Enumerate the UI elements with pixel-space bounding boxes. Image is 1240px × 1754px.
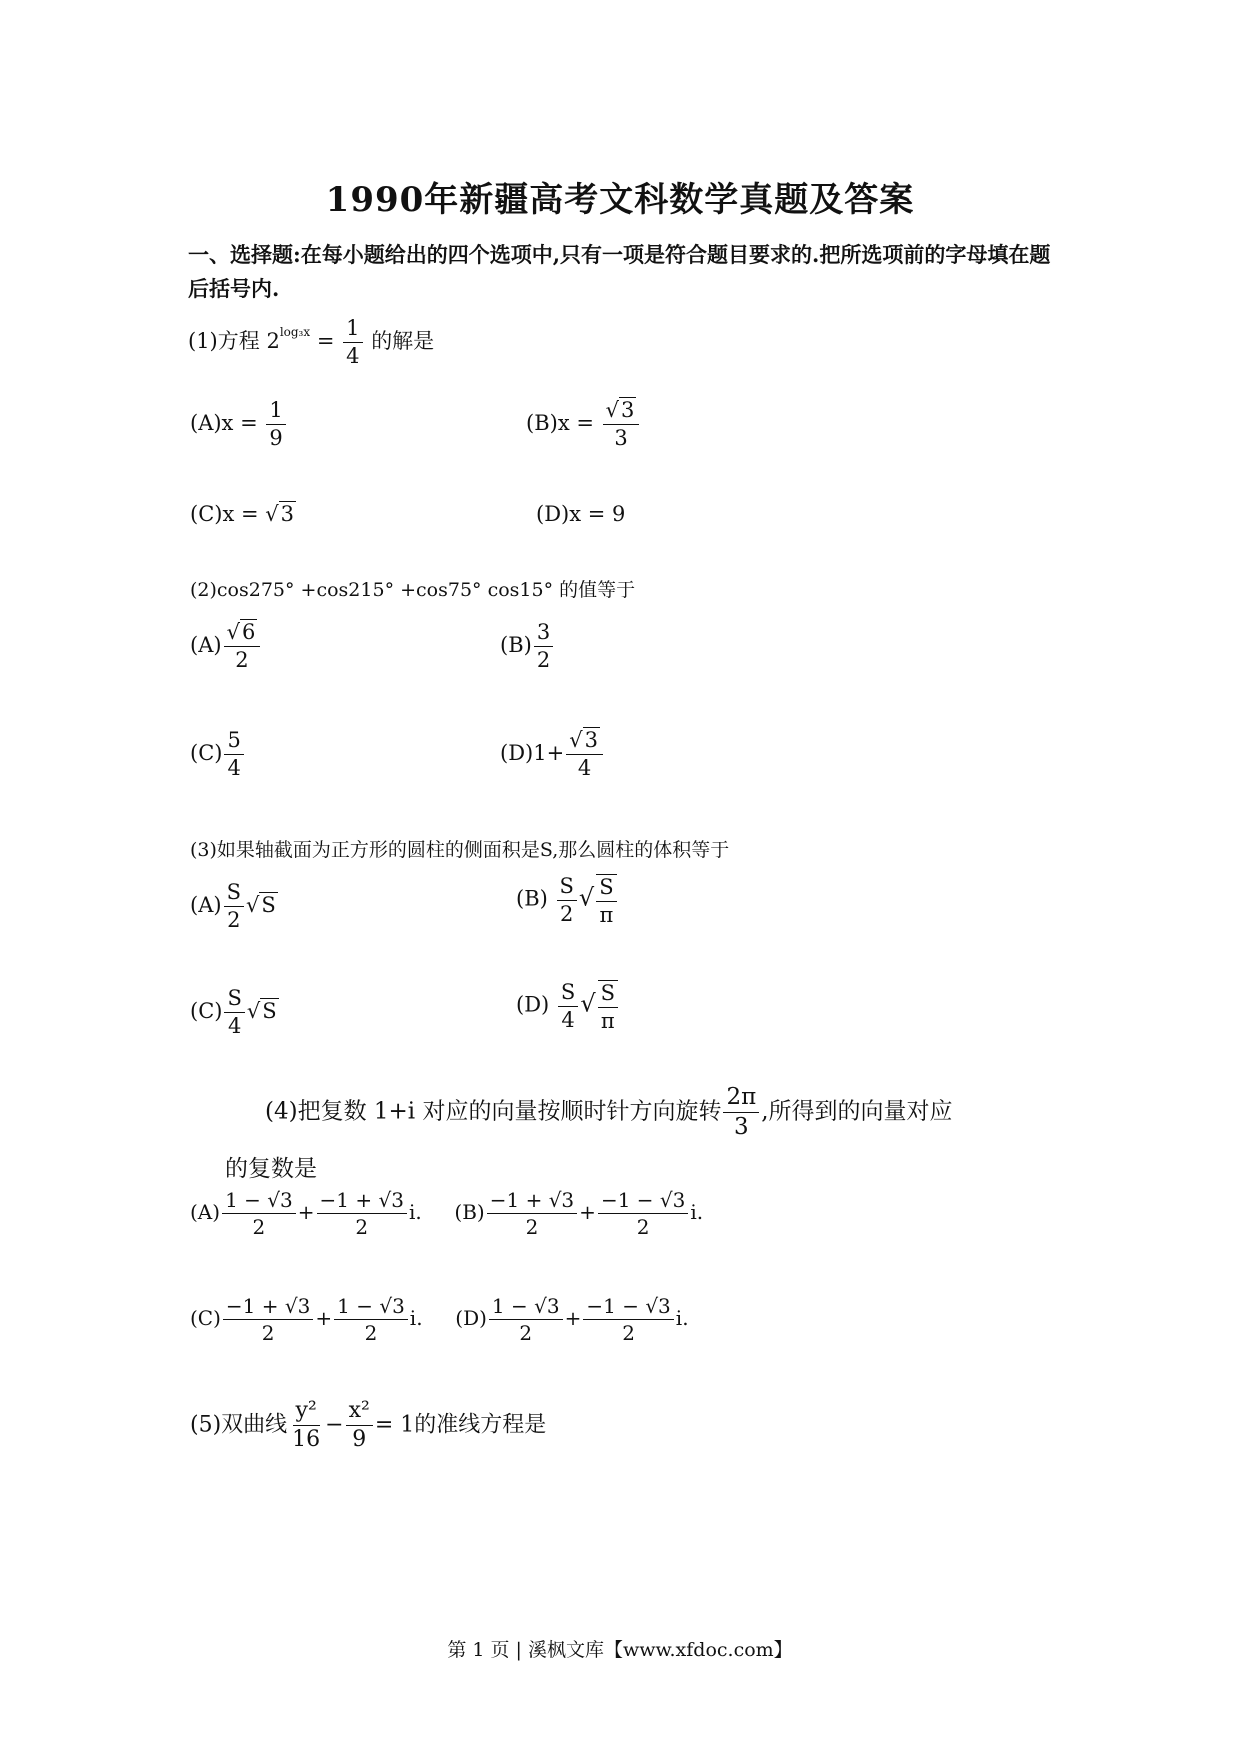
q4-d-re-fraction bbox=[489, 1296, 563, 1343]
q4-prefix: (4)把复数 1+i 对应的向量按顺时针方向旋转 bbox=[265, 1098, 722, 1125]
q1-base: 2 bbox=[266, 329, 280, 353]
q4-a-im-fraction bbox=[317, 1190, 407, 1237]
q4-c-re-num: −1 + √3 bbox=[223, 1296, 313, 1320]
q4-b-op: + bbox=[579, 1200, 596, 1224]
q2-b-num: 3 bbox=[534, 622, 553, 647]
q4-option-d bbox=[455, 1294, 689, 1345]
q4-b-im-num: −1 − √3 bbox=[598, 1190, 688, 1214]
q1-a-den: 9 bbox=[269, 426, 283, 450]
q4-a-tail: i. bbox=[408, 1200, 422, 1224]
q1-a-num: 1 bbox=[266, 400, 285, 425]
q1-prefix: (1)方程 bbox=[188, 329, 260, 353]
q4-a-im-den: 2 bbox=[355, 1215, 369, 1239]
q1-b-radicand: 3 bbox=[621, 398, 635, 422]
q2-d-fraction bbox=[566, 730, 603, 779]
q3-a-label: (A) bbox=[190, 893, 222, 917]
q1-equals: = bbox=[316, 329, 335, 353]
q4-c-re-den: 2 bbox=[261, 1321, 275, 1345]
q5-minus: − bbox=[325, 1412, 344, 1438]
q1-b-label: (B)x = bbox=[526, 411, 594, 435]
q3-c-label: (C) bbox=[190, 999, 223, 1023]
q3-d-label: (D) bbox=[516, 992, 550, 1017]
q3-b-label: (B) bbox=[516, 886, 548, 911]
q1-option-d: (D)x = 9 bbox=[536, 502, 626, 526]
q1-c-radicand: 3 bbox=[280, 502, 295, 526]
q1-b-fraction bbox=[603, 400, 640, 449]
q4-angle-fraction bbox=[723, 1086, 759, 1139]
q4-angle-den: 3 bbox=[734, 1114, 749, 1140]
q5-prefix: (5)双曲线 bbox=[190, 1412, 288, 1438]
q2-c-fraction bbox=[224, 730, 243, 779]
q4-line2: 的复数是 bbox=[225, 1156, 317, 1182]
q5-suffix: = 1的准线方程是 bbox=[374, 1412, 547, 1438]
q1-a-fraction bbox=[266, 400, 285, 449]
q4-b-label: (B) bbox=[454, 1200, 485, 1224]
q4-a-op: + bbox=[297, 1200, 315, 1224]
q4-d-im-num: −1 − √3 bbox=[583, 1296, 673, 1320]
q3-a-fraction bbox=[224, 882, 244, 931]
q4-d-op: + bbox=[564, 1306, 582, 1330]
q3-option-c: (C) $\frac{S}{4}$ √S bbox=[190, 986, 277, 1038]
q3-d-radicand bbox=[598, 980, 618, 1032]
q1-rhs-den: 4 bbox=[346, 344, 360, 368]
q2-a-radicand: 6 bbox=[241, 620, 256, 644]
q1-option-c: (C)x = √3 bbox=[190, 502, 295, 526]
q4-c-im-fraction bbox=[334, 1296, 408, 1343]
q3-d-rad-den: π bbox=[600, 1009, 615, 1033]
page-footer: 第 1 页 | 溪枫文库【www.xfdoc.com】 bbox=[447, 1639, 793, 1661]
q3-d-den: 4 bbox=[561, 1007, 575, 1032]
q1-option-b bbox=[526, 400, 641, 449]
q4-b-re-num: −1 + √3 bbox=[487, 1190, 577, 1214]
q5-t1-num: y² bbox=[293, 1400, 320, 1426]
q3-option-b: (B) $\frac{S}{2}$ √ $\frac{S}{\pi}$ bbox=[516, 874, 619, 926]
q4-b-re-den: 2 bbox=[525, 1215, 539, 1239]
q2-a-label: (A) bbox=[190, 633, 222, 657]
q4-d-re-num: 1 − √3 bbox=[489, 1296, 563, 1320]
q2-option-a bbox=[190, 622, 262, 671]
q2-b-fraction bbox=[534, 622, 553, 671]
question-2: (2)cos275° +cos215° +cos75° cos15° 的值等于 bbox=[190, 579, 636, 601]
q2-d-label: (D)1+ bbox=[500, 741, 565, 765]
q4-c-tail: i. bbox=[409, 1306, 423, 1330]
q4-b-re-fraction bbox=[487, 1190, 577, 1237]
q3-d-rad-num: S bbox=[598, 983, 618, 1008]
q1-rhs-fraction bbox=[343, 318, 362, 367]
q3-c-num: S bbox=[224, 988, 244, 1013]
q4-a-re-den: 2 bbox=[252, 1215, 266, 1239]
q1-a-label: (A)x = bbox=[190, 411, 258, 435]
q4-c-im-den: 2 bbox=[364, 1321, 378, 1345]
q4-b-tail: i. bbox=[690, 1200, 704, 1224]
q3-c-radicand: S bbox=[262, 999, 277, 1023]
q2-c-den: 4 bbox=[227, 756, 241, 780]
q4-d-re-den: 2 bbox=[519, 1321, 533, 1345]
q2-d-num: √3 bbox=[566, 730, 603, 755]
q3-option-d: (D) $\frac{S}{4}$ √ $\frac{S}{\pi}$ bbox=[516, 980, 620, 1032]
q3-a-radicand: S bbox=[261, 893, 276, 917]
q2-option-c bbox=[190, 730, 246, 779]
q4-b-im-fraction bbox=[598, 1190, 688, 1237]
section-instruction: 一、选择题:在每小题给出的四个选项中,只有一项是符合题目要求的.把所选项前的字母填在题后括号内. bbox=[188, 242, 1051, 301]
q3-b-radicand bbox=[596, 874, 616, 926]
q4-suffix: ,所得到的向量对应 bbox=[761, 1098, 953, 1125]
q4-options-row1 bbox=[190, 1190, 703, 1237]
q2-b-den: 2 bbox=[536, 648, 551, 672]
q4-option-a bbox=[190, 1188, 428, 1239]
q3-d-num: S bbox=[558, 982, 578, 1007]
q2-option-d bbox=[500, 730, 605, 779]
q4-angle-num: 2π bbox=[723, 1086, 759, 1113]
q2-b-label: (B) bbox=[500, 633, 532, 657]
q2-option-b bbox=[500, 622, 555, 671]
page-title: 1990年新疆高考文科数学真题及答案 bbox=[325, 180, 915, 220]
q1-b-den: 3 bbox=[614, 426, 628, 450]
question-4 bbox=[265, 1086, 953, 1139]
q1-rhs-num: 1 bbox=[343, 318, 362, 343]
q3-option-a: (A) $\frac{S}{2}$ √S bbox=[190, 880, 276, 932]
q5-term2-fraction bbox=[346, 1400, 373, 1451]
q4-d-im-fraction bbox=[583, 1296, 673, 1343]
q4-a-re-fraction bbox=[222, 1190, 296, 1237]
q4-a-im-num: −1 + √3 bbox=[317, 1190, 407, 1214]
q3-b-rad-den: π bbox=[599, 903, 614, 927]
q4-a-re-num: 1 − √3 bbox=[222, 1190, 296, 1214]
q3-b-fraction bbox=[557, 873, 577, 926]
q2-a-den: 2 bbox=[235, 648, 249, 672]
question-3: (3)如果轴截面为正方形的圆柱的侧面积是S,那么圆柱的体积等于 bbox=[190, 839, 730, 861]
q1-exponent: log₃x bbox=[279, 325, 311, 339]
q4-option-c bbox=[190, 1294, 429, 1345]
q1-c-label: (C)x = bbox=[190, 502, 259, 526]
q3-a-num: S bbox=[224, 882, 244, 907]
q2-c-num: 5 bbox=[224, 730, 243, 755]
q2-d-den: 4 bbox=[577, 756, 592, 780]
q3-b-rad-num: S bbox=[596, 877, 616, 902]
q3-b-num: S bbox=[557, 876, 577, 901]
q2-a-num: √6 bbox=[224, 622, 261, 647]
q2-c-label: (C) bbox=[190, 741, 223, 765]
q5-t1-den: 16 bbox=[292, 1427, 321, 1452]
q2-d-radicand: 3 bbox=[584, 728, 598, 752]
question-1 bbox=[188, 318, 434, 367]
q1-suffix: 的解是 bbox=[371, 329, 435, 353]
q4-d-label: (D) bbox=[455, 1306, 487, 1330]
q4-c-label: (C) bbox=[190, 1306, 221, 1330]
q5-term1-fraction bbox=[289, 1400, 323, 1451]
q4-c-op: + bbox=[315, 1306, 333, 1330]
q5-t2-den: 9 bbox=[352, 1427, 367, 1452]
q5-t2-num: x² bbox=[346, 1400, 373, 1426]
question-5 bbox=[190, 1400, 546, 1451]
q3-c-fraction bbox=[224, 988, 244, 1037]
q1-option-a bbox=[190, 400, 288, 449]
q4-options-row2 bbox=[190, 1296, 689, 1343]
q3-b-den: 2 bbox=[560, 901, 574, 926]
q3-a-den: 2 bbox=[227, 908, 241, 932]
q3-c-den: 4 bbox=[227, 1014, 242, 1038]
q4-c-re-fraction bbox=[223, 1296, 313, 1343]
q3-d-fraction bbox=[558, 979, 578, 1032]
q4-a-label: (A) bbox=[190, 1200, 221, 1224]
q4-d-tail: i. bbox=[675, 1306, 689, 1330]
q4-option-b bbox=[454, 1188, 704, 1239]
q4-d-im-den: 2 bbox=[622, 1321, 635, 1345]
q4-c-im-num: 1 − √3 bbox=[334, 1296, 408, 1320]
q2-a-fraction bbox=[224, 622, 261, 671]
q4-b-im-den: 2 bbox=[636, 1215, 650, 1239]
q1-b-num: √3 bbox=[603, 400, 640, 425]
